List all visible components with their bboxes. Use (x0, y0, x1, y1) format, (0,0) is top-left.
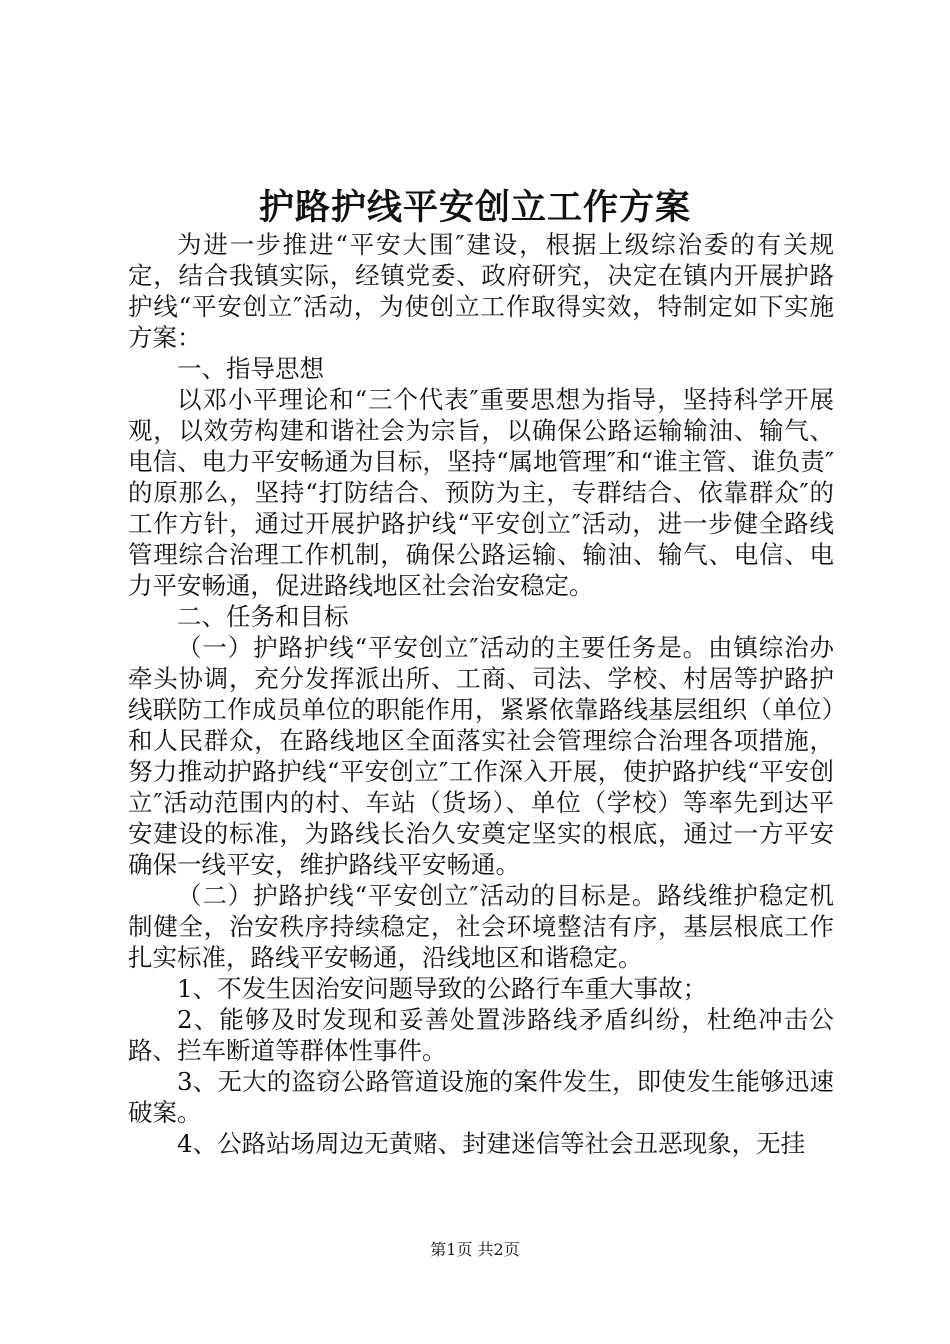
paragraph-guiding-thought: 以邓小平理论和“三个代表″重要思想为指导，坚持科学开展观，以效劳构建和谐社会为宗旨，以确保公路运输输油、输气、电信、电力平安畅通为目标，坚持“属地管理″和“谁主管、谁负责″的原那么，坚持“打防结合、预防为主，专群结合、依靠群众″的工作方针，通过开展护路护线“平安创立″活动，进一步健全路线管理综合治理工作机制，确保公路运输、输油、输气、电信、电力平安畅通，促进路线地区社会治安稳定。 (128, 385, 834, 600)
document-body (128, 229, 834, 1159)
paragraph-goals: （二）护路护线“平安创立″活动的目标是。路线维护稳定机制健全，治安秩序持续稳定，社会环境整洁有序，基层根底工作扎实标准，路线平安畅通，沿线地区和谐稳定。 (128, 881, 834, 972)
section-heading-tasks-goals: 二、任务和目标 (177, 602, 349, 631)
list-item-goal-2: 2、能够及时发现和妥善处置涉路线矛盾纠纷，杜绝冲击公路、拦车断道等群体性事件。 (128, 1005, 834, 1065)
page-footer: 第1页 共2页 (430, 1240, 520, 1259)
list-item-goal-4: 4、公路站场周边无黄赌、封建迷信等社会丑恶现象，无挂 (177, 1129, 806, 1158)
paragraph-intro: 为进一步推进“平安大围″建设，根据上级综治委的有关规定，结合我镇实际，经镇党委、政府研究，决定在镇内开展护路护线“平安创立″活动，为使创立工作取得实效，特制定如下实施方案： (128, 230, 834, 352)
paragraph-main-tasks: （一）护路护线“平安创立″活动的主要任务是。由镇综治办牵头协调，充分发挥派出所、工商、司法、学校、村居等护路护线联防工作成员单位的职能作用，紧紧依靠路线基层组织（单位）和人民群众，在路线地区全面落实社会管理综合治理各项措施，努力推动护路护线“平安创立″工作深入开展，使护路护线“平安创立″活动范围内的村、车站（货场）、单位（学校）等率先到达平安建设的标准，为路线长治久安奠定坚实的根底，通过一方平安确保一线平安，维护路线平安畅通。 (128, 633, 834, 879)
section-heading-guiding-thought: 一、指导思想 (177, 354, 324, 383)
document-title: 护路护线平安创立工作方案 (258, 187, 691, 228)
list-item-goal-3: 3、无大的盗窃公路管道设施的案件发生，即使发生能够迅速破案。 (128, 1067, 834, 1127)
list-item-goal-1: 1、不发生因治安问题导致的公路行车重大事故； (177, 974, 708, 1003)
